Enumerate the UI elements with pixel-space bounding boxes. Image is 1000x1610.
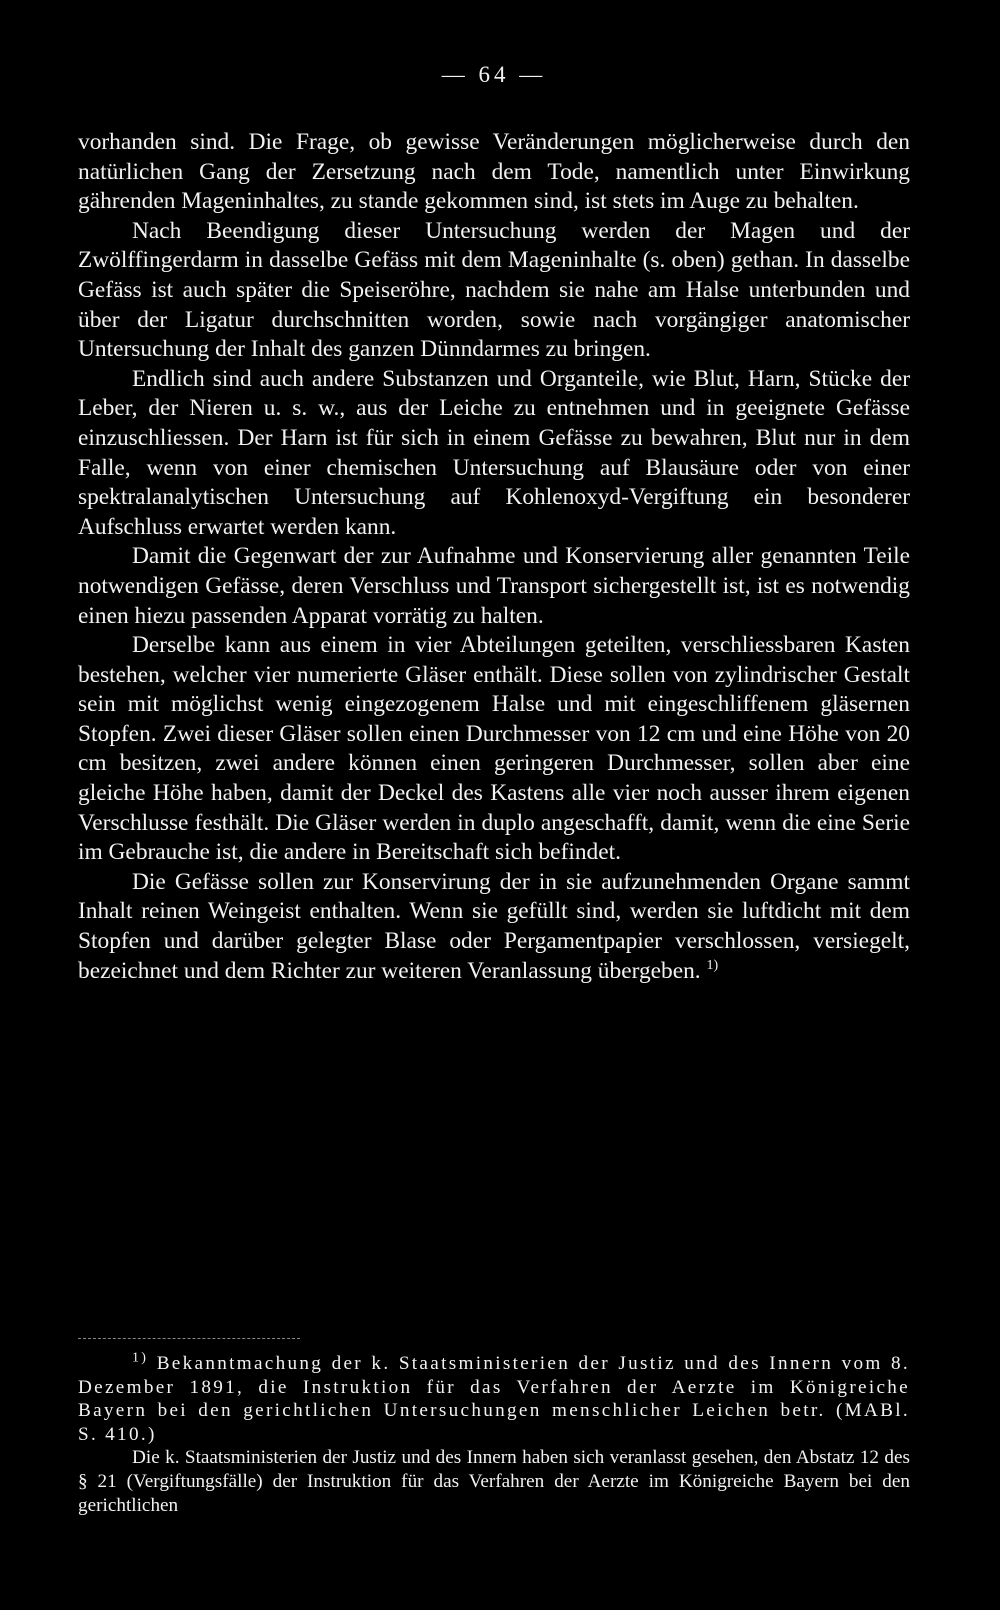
footnotes <box>78 1352 910 1517</box>
body-text <box>78 128 910 986</box>
footnote-2: Die k. Staatsministerien der Justiz und des Innern haben sich veranlasst gesehen, den Abstatz 12 des § 21 (Vergiftungsfälle) der Instruktion für das Verfahren der Aerzte im Königreiche Bayern bei den gerichtlichen <box>78 1447 910 1516</box>
document-page <box>78 0 910 1610</box>
paragraph-1: vorhanden sind. Die Frage, ob gewisse Veränderungen möglicherweise durch den natürlichen Gang der Zersetzung nach dem Tode, namentlich unter Einwirkung gährenden Mageninhaltes, zu stande gekommen sind, ist stets im Auge zu behalten. <box>78 129 910 215</box>
footnote-divider <box>78 1338 300 1339</box>
page-number: — 64 — <box>441 62 547 87</box>
paragraph-6 <box>78 868 910 986</box>
paragraph-4: Damit die Gegenwart der zur Aufnahme und Konservierung aller genannten Teile notwendigen Gefässe, deren Verschluss und Transport sichergestellt ist, ist es notwendig einen hiezu passenden Apparat vorrätig zu halten. <box>78 543 910 629</box>
paragraph-2: Nach Beendigung dieser Untersuchung werden der Magen und der Zwölffingerdarm in dasselbe Gefäss mit dem Mageninhalte (s. oben) gethan. In dasselbe Gefäss ist auch später die Speiseröhre, nachdem sie nahe am Halse unterbunden und über der Ligatur durchschnitten worden, sowie nach vorgängiger anatomischer Untersuchung der Inhalt des ganzen Dünndarmes zu bringen. <box>78 217 910 363</box>
footnote-1 <box>78 1352 910 1446</box>
footnote-1-text: Bekanntmachung der k. Staatsministerien der Justiz und des Innern vom 8. Dezember 1891, die Instruktion für das Verfahren der Aerzte im Königreiche Bayern bei den gerichtlichen Untersuchungen menschlicher Leichen betr. (MABl. S. 410.) <box>78 1353 910 1445</box>
paragraph-5: Derselbe kann aus einem in vier Abteilungen geteilten, verschliessbaren Kasten bestehen, welcher vier numerierte Gläser enthält. Diese sollen von zylindrischer Gestalt sein mit möglichst wenig eingezogenem Halse und mit eingeschliffenem gläsernen Stopfen. Zwei dieser Gläser sollen einen Durchmesser von 12 cm und eine Höhe von 20 cm besitzen, zwei andere können einen geringeren Durchmesser, sollen aber eine gleiche Höhe haben, damit der Deckel des Kastens alle vier noch ausser ihrem eigenen Verschlusse festhält. Die Gläser werden in duplo angeschafft, damit, wenn die eine Serie im Gebrauche ist, die andere in Bereitschaft sich befindet. <box>78 632 910 866</box>
paragraph-6-text: Die Gefässe sollen zur Konservirung der in sie aufzunehmenden Organe sammt Inhalt reinen Weingeist enthalten. Wenn sie gefüllt sind, werden sie luftdicht mit dem Stopfen und darüber gelegter Blase oder Pergamentpapier verschlossen, versiegelt, bezeichnet und dem Richter zur weiteren Veranlassung übergeben. <box>78 868 910 984</box>
footnote-marker: 1) <box>132 1350 149 1366</box>
footnote-reference: 1) <box>706 957 719 973</box>
paragraph-3: Endlich sind auch andere Substanzen und Organteile, wie Blut, Harn, Stücke der Leber, der Nieren u. s. w., aus der Leiche zu entnehmen und in geeignete Gefässe einzuschliessen. Der Harn ist für sich in einem Gefässe zu bewahren, Blut nur in dem Falle, wenn von einer chemischen Untersuchung auf Blausäure oder von einer spektralanalytischen Untersuchung auf Kohlenoxyd-Vergiftung ein besonderer Aufschluss erwartet werden kann. <box>78 365 910 540</box>
